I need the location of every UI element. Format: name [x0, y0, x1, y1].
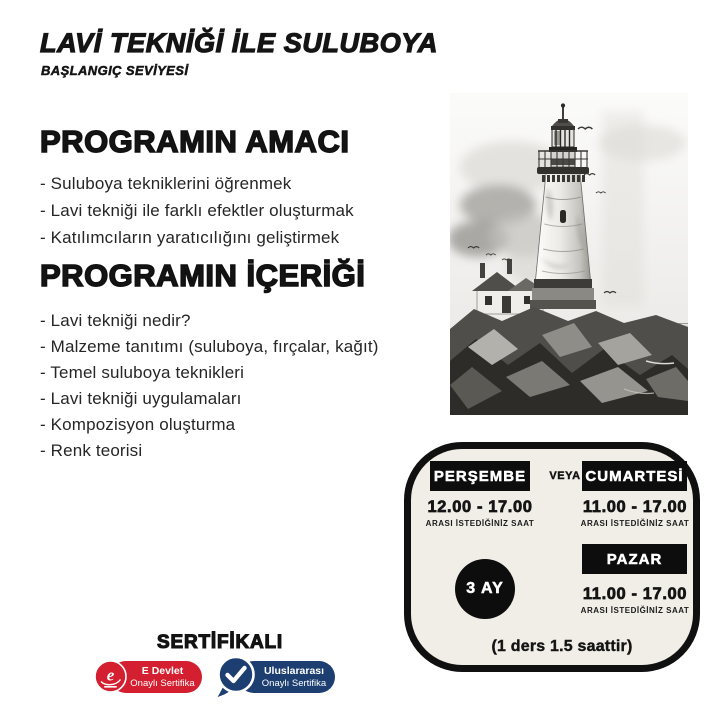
badge-line: Uluslararası — [263, 664, 325, 677]
list-item: - Renk teorisi — [40, 441, 143, 460]
list-item: - Lavi tekniği ile farklı efektler oluşturmak — [40, 201, 354, 220]
lesson-duration-footnote: (1 ders 1.5 saattir) — [491, 638, 633, 655]
svg-text:e: e — [106, 665, 115, 685]
badge-line: Onaylı Sertifika — [261, 677, 327, 689]
list-item: - Malzeme tanıtımı (suluboya, fırçalar, kağıt) — [40, 337, 379, 356]
list-item: - Lavi tekniği nedir? — [40, 311, 191, 330]
checkmark-icon — [214, 654, 258, 698]
duration-label: 3 AY — [466, 580, 504, 597]
page-title: LAVİ TEKNİĞİ İLE SULUBOYA — [40, 28, 439, 58]
duration-badge — [455, 559, 515, 619]
time-note: ARASI İSTEDİĞİNİZ SAAT — [580, 606, 690, 615]
badge-e-devlet — [93, 659, 205, 695]
day-chip-persembe: PERŞEMBE — [430, 461, 530, 491]
e-devlet-logo-icon — [93, 659, 128, 694]
schedule-card — [404, 442, 700, 672]
program-icerigi-list — [40, 308, 379, 464]
badge-uluslararasi — [214, 654, 338, 698]
list-item: - Lavi tekniği uygulamaları — [40, 389, 242, 408]
badge-line: Onaylı Sertifika — [130, 677, 195, 689]
time-note: ARASI İSTEDİĞİNİZ SAAT — [580, 519, 690, 528]
day-chip-pazar: PAZAR — [582, 544, 687, 574]
day-chip-cumartesi: CUMARTESİ — [582, 461, 687, 491]
time-persembe: 12.00 - 17.00 — [427, 498, 533, 516]
section-heading-program-amaci: PROGRAMIN AMACI — [40, 124, 350, 159]
section-heading-program-icerigi: PROGRAMIN İÇERİĞİ — [40, 258, 366, 293]
time-note: ARASI İSTEDİĞİNİZ SAAT — [425, 519, 535, 528]
program-amaci-list — [40, 170, 354, 251]
or-label: VEYA — [549, 470, 581, 482]
time-pazar: 11.00 - 17.00 — [582, 585, 688, 603]
time-cumartesi: 11.00 - 17.00 — [582, 498, 688, 516]
certification-heading: SERTİFİKALI — [157, 632, 283, 653]
list-item: - Suluboya tekniklerini öğrenmek — [40, 174, 292, 193]
lighthouse-illustration — [450, 93, 688, 415]
list-item: - Temel suluboya teknikleri — [40, 363, 245, 382]
list-item: - Katılımcıların yaratıcılığını geliştirmek — [40, 228, 340, 247]
list-item: - Kompozisyon oluşturma — [40, 415, 236, 434]
page-subtitle: BAŞLANGIÇ SEVİYESİ — [41, 63, 189, 78]
badge-line: E Devlet — [141, 664, 184, 677]
